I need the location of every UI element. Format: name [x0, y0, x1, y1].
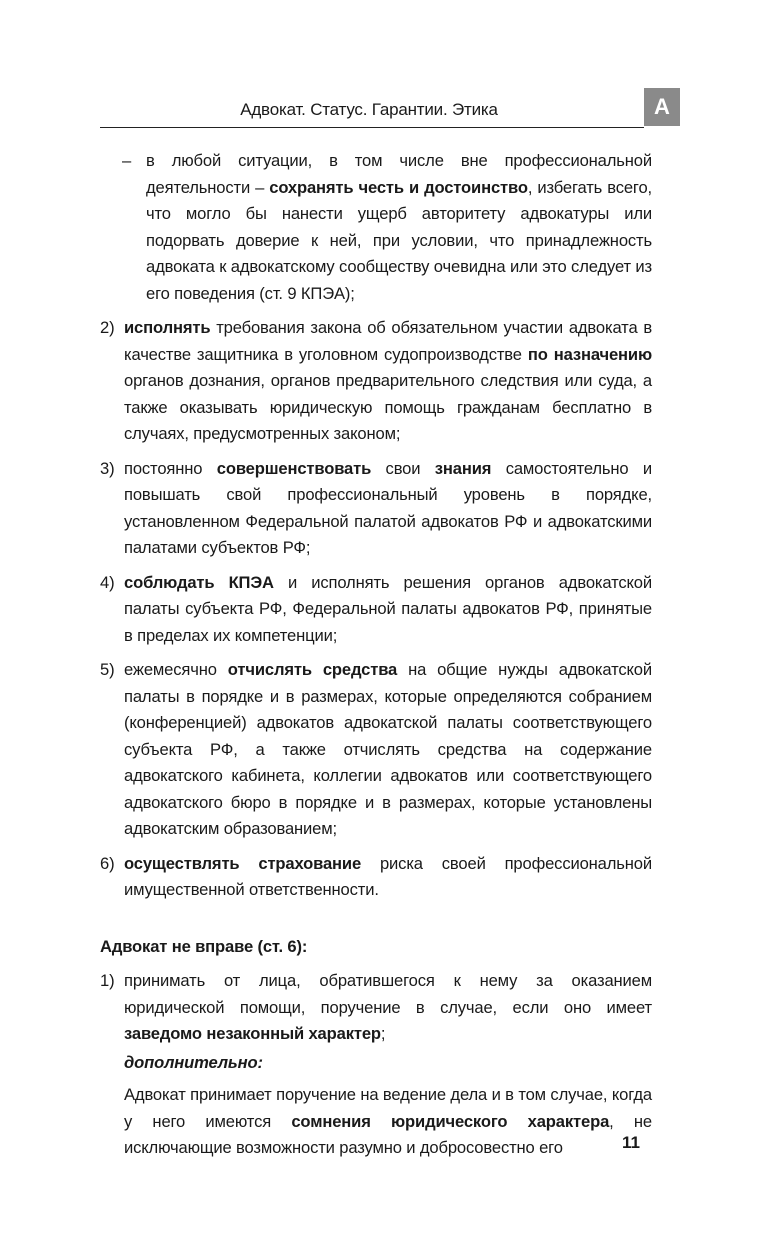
additional-note — [100, 1050, 652, 1162]
dash-marker: – — [122, 151, 132, 170]
item-number: 2) — [100, 318, 115, 337]
header-rule — [100, 127, 644, 128]
text-run: свои — [371, 458, 435, 478]
list-item-text — [124, 456, 652, 562]
additional-label: дополнительно: — [124, 1052, 263, 1072]
item-number: 6) — [100, 853, 115, 873]
item-number: 4) — [100, 572, 115, 592]
bold-phrase: сомнения юридического характера — [291, 1111, 610, 1131]
duty-item-2 — [100, 315, 652, 448]
bold-phrase: исполнять — [124, 318, 211, 337]
page-number: 11 — [622, 1133, 640, 1152]
list-item-text — [124, 570, 652, 650]
list-item-text — [146, 148, 652, 307]
header-title: Адвокат. Статус. Гарантии. Этика — [240, 100, 498, 119]
item-number: 1) — [100, 971, 115, 990]
duty-item-5 — [100, 657, 652, 843]
prohibition-item-1 — [100, 968, 652, 1048]
bold-phrase: соблюдать КПЭА — [124, 572, 274, 592]
list-item-text — [124, 657, 652, 843]
text-run: самостоятельно и повышать свой профессиональный уровень в порядке, установленном Федеральной палатой адвокатов РФ и адвокатскими палатами субъектов РФ; — [124, 458, 653, 557]
bold-phrase: осуществлять страхование — [124, 853, 362, 873]
bold-phrase: сохранять честь и достоинство — [269, 177, 528, 197]
text-run: , избегать всего, что могло бы нанести ущерб авторитету адвокатуры или подорвать доверие к ней, при условии, что принадлежность адвоката к адвокатскому сообществу очевидна или это следует из его поведения (ст. 9 КПЭА); — [146, 177, 652, 303]
text-run: Адвокат принимает поручение на ведение дела и в том случае, когда у него имеются — [124, 1085, 652, 1131]
duty-item-4 — [100, 570, 652, 650]
text-run: риска своей профессиональной имущественной ответственности. — [124, 853, 652, 899]
text-run: принимать от лица, обратившегося к нему за оказанием юридической помощи, поручение в случае, если оно имеет — [124, 971, 652, 1017]
bold-phrase: знания — [434, 458, 492, 478]
text-run: , не исключающие возможности разумно и добросовестно его — [124, 1111, 652, 1157]
duty-item-6 — [100, 851, 652, 904]
text-run: ежемесячно — [124, 660, 228, 679]
text-run: постоянно — [124, 458, 217, 478]
text-run: и исполнять решения органов адвокатской палаты субъекта РФ, Федеральной палаты адвокатов РФ, принятые в пределах их компетенции; — [124, 572, 652, 645]
text-run: требования закона об обязательном участии адвоката в качестве защитника в уголовном судопроизводстве — [124, 318, 652, 364]
duty-item-3 — [100, 456, 652, 562]
item-number: 3) — [100, 458, 115, 478]
list-item-text — [124, 315, 652, 448]
bold-phrase: совершенствовать — [216, 458, 372, 478]
text-run: ; — [380, 1024, 386, 1043]
item-number: 5) — [100, 660, 115, 679]
list-item-dash — [100, 148, 652, 307]
page-content — [100, 148, 652, 1162]
text-run: в любой ситуации, в том числе вне профессиональной деятельности – — [146, 151, 652, 197]
section-badge: А — [644, 88, 680, 126]
list-item-text — [124, 968, 652, 1048]
text-run: на общие нужды адвокатской палаты в порядке и в размерах, которые определяются собранием (конференцией) адвокатов адвокатской палаты соответствующего субъекта РФ, а также отчислять средства на содержание адвокатского кабинета, коллегии адвокатов или соответствующего адвокатского бюро в порядке и в размерах, которые установлены адвокатским образованием; — [124, 660, 652, 838]
bold-phrase: отчислять средства — [227, 660, 398, 679]
section-heading: Адвокат не вправе (ст. 6): — [100, 936, 308, 956]
bold-phrase: заведомо незаконный характер — [124, 1024, 381, 1043]
list-item-text — [124, 851, 652, 904]
text-run: органов дознания, органов предварительного следствия или суда, а также оказывать юридическую помощь гражданам бесплатно в случаях, предусмотренных законом; — [124, 371, 652, 443]
additional-text — [124, 1082, 652, 1162]
bold-phrase: по назначению — [527, 344, 652, 364]
